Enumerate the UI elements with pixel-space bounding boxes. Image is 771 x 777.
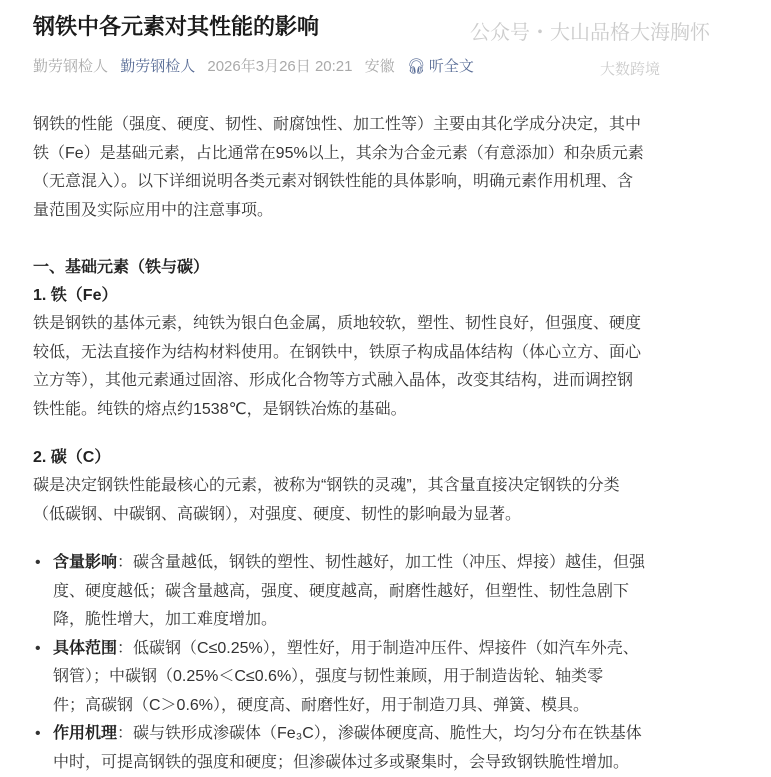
iron-paragraph xyxy=(33,310,733,424)
text-line: ：碳与铁形成渗碳体（Fe₃C），渗碳体硬度高、脆性大，均匀分布在铁基体 xyxy=(117,725,642,742)
listen-button[interactable] xyxy=(407,58,482,75)
text-line: 碳是决定钢铁性能最核心的元素，被称为“钢铁的灵魂”，其含量直接决定钢铁的分类 xyxy=(33,472,733,501)
bullet-icon: • xyxy=(35,720,41,749)
text-line: 度、硬度越低；碳含量越高，强度、硬度越高，耐磨性越好，但塑性、韧性急剧下 xyxy=(53,578,733,607)
text-line: 中时，可提高钢铁的强度和硬度；但渗碳体过多或聚集时，会导致钢铁脆性增加。 xyxy=(53,749,733,777)
text-line: ：低碳钢（C≤0.25%），塑性好，用于制造冲压件、焊接件（如汽车外壳、 xyxy=(117,640,639,657)
article-title: 钢铁中各元素对其性能的影响 xyxy=(33,12,733,42)
subsection-heading-carbon: 2. 碳（C） xyxy=(33,444,733,472)
bullet-icon: • xyxy=(35,549,41,578)
text-line: 量范围及实际应用中的注意事项。 xyxy=(33,197,733,226)
text-line: 较低，无法直接作为结构材料使用。在钢铁中，铁原子构成晶体结构（体心立方、面心 xyxy=(33,339,733,368)
headphones-icon: 🎧︎ xyxy=(407,58,426,75)
text-line: ：碳含量越低，钢铁的塑性、韧性越好，加工性（冲压、焊接）越佳，但强 xyxy=(117,554,645,571)
wechat-watermark: 公众号・大山品格大海胸怀 xyxy=(470,16,710,45)
carbon-paragraph xyxy=(33,472,733,529)
text-line: （无意混入）。以下详细说明各类元素对钢铁性能的具体影响，明确元素作用机理、含 xyxy=(33,168,733,197)
bullet-label: 含量影响 xyxy=(53,554,117,571)
corner-watermark: 大数跨境 xyxy=(600,58,660,79)
carbon-bullet-list xyxy=(33,549,733,777)
text-line: 铁是钢铁的基体元素，纯铁为银白色金属，质地较软，塑性、韧性良好，但强度、硬度 xyxy=(33,310,733,339)
location: 安徽 xyxy=(365,58,395,75)
text-line: 铁性能。纯铁的熔点约1538℃，是钢铁冶炼的基础。 xyxy=(33,396,733,425)
section-heading: 一、基础元素（铁与碳） xyxy=(33,254,733,282)
text-line: 降，脆性增大，加工难度增加。 xyxy=(53,606,733,635)
list-item xyxy=(33,635,733,721)
intro-paragraph xyxy=(33,111,733,225)
text-line: 钢管）；中碳钢（0.25%＜C≤0.6%），强度与韧性兼顾，用于制造齿轮、轴类零 xyxy=(53,663,733,692)
list-item xyxy=(33,720,733,777)
text-line: 立方等），其他元素通过固溶、形成化合物等方式融入晶体，改变其结构，进而调控钢 xyxy=(33,367,733,396)
bullet-icon: • xyxy=(35,635,41,664)
text-line: （低碳钢、中碳钢、高碳钢），对强度、硬度、韧性的影响最为显著。 xyxy=(33,501,733,530)
bullet-label: 具体范围 xyxy=(53,640,117,657)
publish-date: 2026年3月26日 20:21 xyxy=(207,58,352,75)
text-line: 件；高碳钢（C＞0.6%），硬度高、耐磨性好，用于制造刀具、弹簧、模具。 xyxy=(53,692,733,721)
text-line: 钢铁的性能（强度、硬度、韧性、耐腐蚀性、加工性等）主要由其化学成分决定，其中 xyxy=(33,111,733,140)
account-link[interactable]: 勤劳钢检人 xyxy=(120,58,195,75)
text-line: 铁（Fe）是基础元素，占比通常在95%以上，其余为合金元素（有意添加）和杂质元素 xyxy=(33,140,733,169)
listen-label: 听全文 xyxy=(429,58,474,75)
bullet-label: 作用机理 xyxy=(53,725,117,742)
article xyxy=(33,12,733,777)
subsection-heading-iron: 1. 铁（Fe） xyxy=(33,282,733,310)
list-item xyxy=(33,549,733,635)
author-name: 勤劳钢检人 xyxy=(33,58,108,75)
